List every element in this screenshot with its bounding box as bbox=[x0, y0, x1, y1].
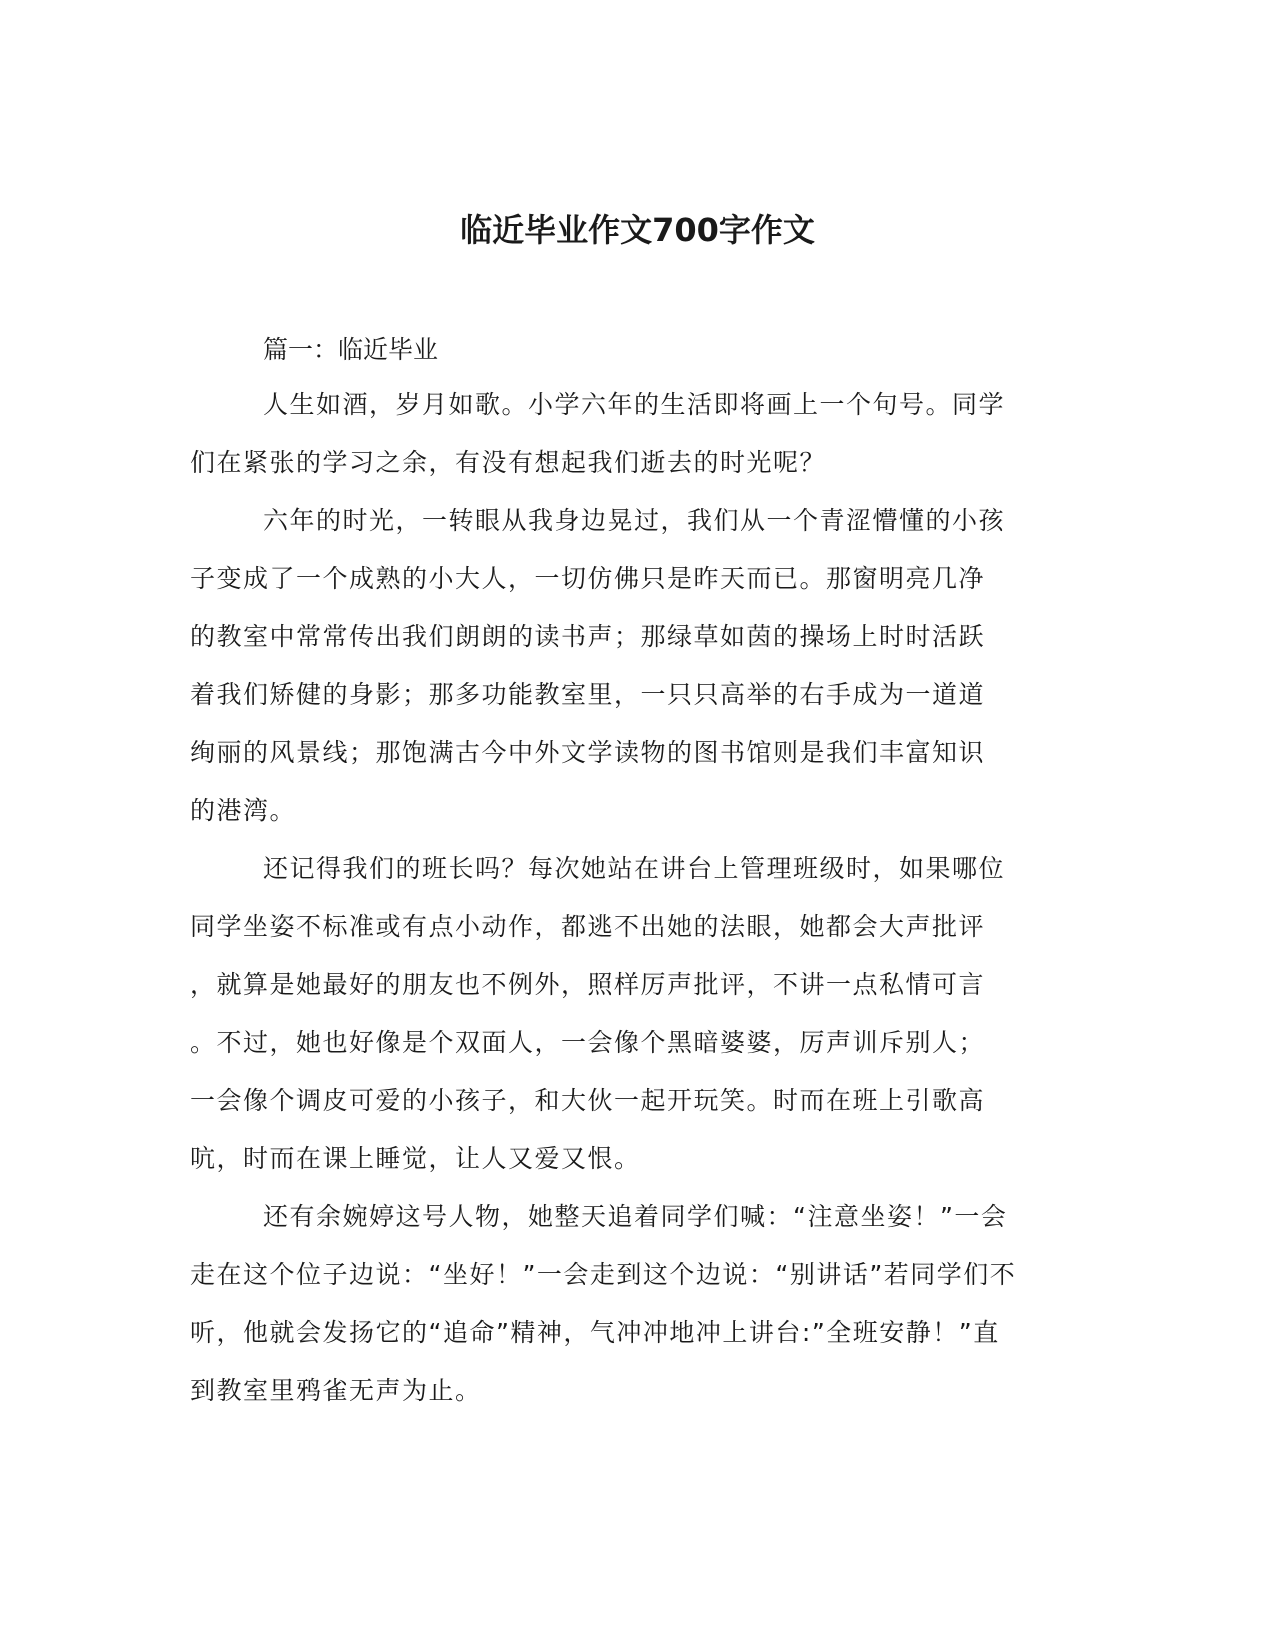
paragraph-line: 的教室中常常传出我们朗朗的读书声；那绿草如茵的操场上时时活跃 bbox=[190, 622, 986, 651]
paragraph-line: 还记得我们的班长吗？每次她站在讲台上管理班级时，如果哪位 bbox=[263, 854, 1006, 883]
paragraph-line: 们在紧张的学习之余，有没有想起我们逝去的时光呢？ bbox=[190, 448, 827, 477]
paragraph-line: ，就算是她最好的朋友也不例外，照样厉声批评，不讲一点私情可言 bbox=[190, 970, 986, 999]
section-heading: 篇一：临近毕业 bbox=[263, 335, 439, 364]
paragraph-line: 的港湾。 bbox=[190, 796, 297, 825]
paragraph-line: 还有余婉婷这号人物，她整天追着同学们喊：“注意坐姿！”一会 bbox=[263, 1202, 1008, 1231]
paragraph-line: 一会像个调皮可爱的小孩子，和大伙一起开玩笑。时而在班上引歌高 bbox=[190, 1086, 986, 1115]
paragraph-line: 六年的时光，一转眼从我身边晃过，我们从一个青涩懵懂的小孩 bbox=[263, 506, 1006, 535]
paragraph-line: 吭，时而在课上睡觉，让人又爱又恨。 bbox=[190, 1144, 641, 1173]
paragraph-line: 同学坐姿不标准或有点小动作，都逃不出她的法眼，她都会大声批评 bbox=[190, 912, 986, 941]
paragraph-line: 绚丽的风景线；那饱满古今中外文学读物的图书馆则是我们丰富知识 bbox=[190, 738, 986, 767]
paragraph-line: 走在这个位子边说：“坐好！”一会走到这个边说：“别讲话”若同学们不 bbox=[190, 1260, 1017, 1289]
paragraph-line: 着我们矫健的身影；那多功能教室里，一只只高举的右手成为一道道 bbox=[190, 680, 986, 709]
paragraph-line: 子变成了一个成熟的小大人，一切仿佛只是昨天而已。那窗明亮几净 bbox=[190, 564, 986, 593]
paragraph-line: 。不过，她也好像是个双面人，一会像个黑暗婆婆，厉声训斥别人； bbox=[190, 1028, 986, 1057]
document-title: 临近毕业作文700字作文 bbox=[460, 211, 815, 249]
paragraph-line: 人生如酒，岁月如歌。小学六年的生活即将画上一个句号。同学 bbox=[263, 390, 1006, 419]
paragraph-line: 听，他就会发扬它的“追命”精神，气冲冲地冲上讲台:”全班安静！”直 bbox=[190, 1318, 1000, 1347]
paragraph-line: 到教室里鸦雀无声为止。 bbox=[190, 1376, 482, 1405]
